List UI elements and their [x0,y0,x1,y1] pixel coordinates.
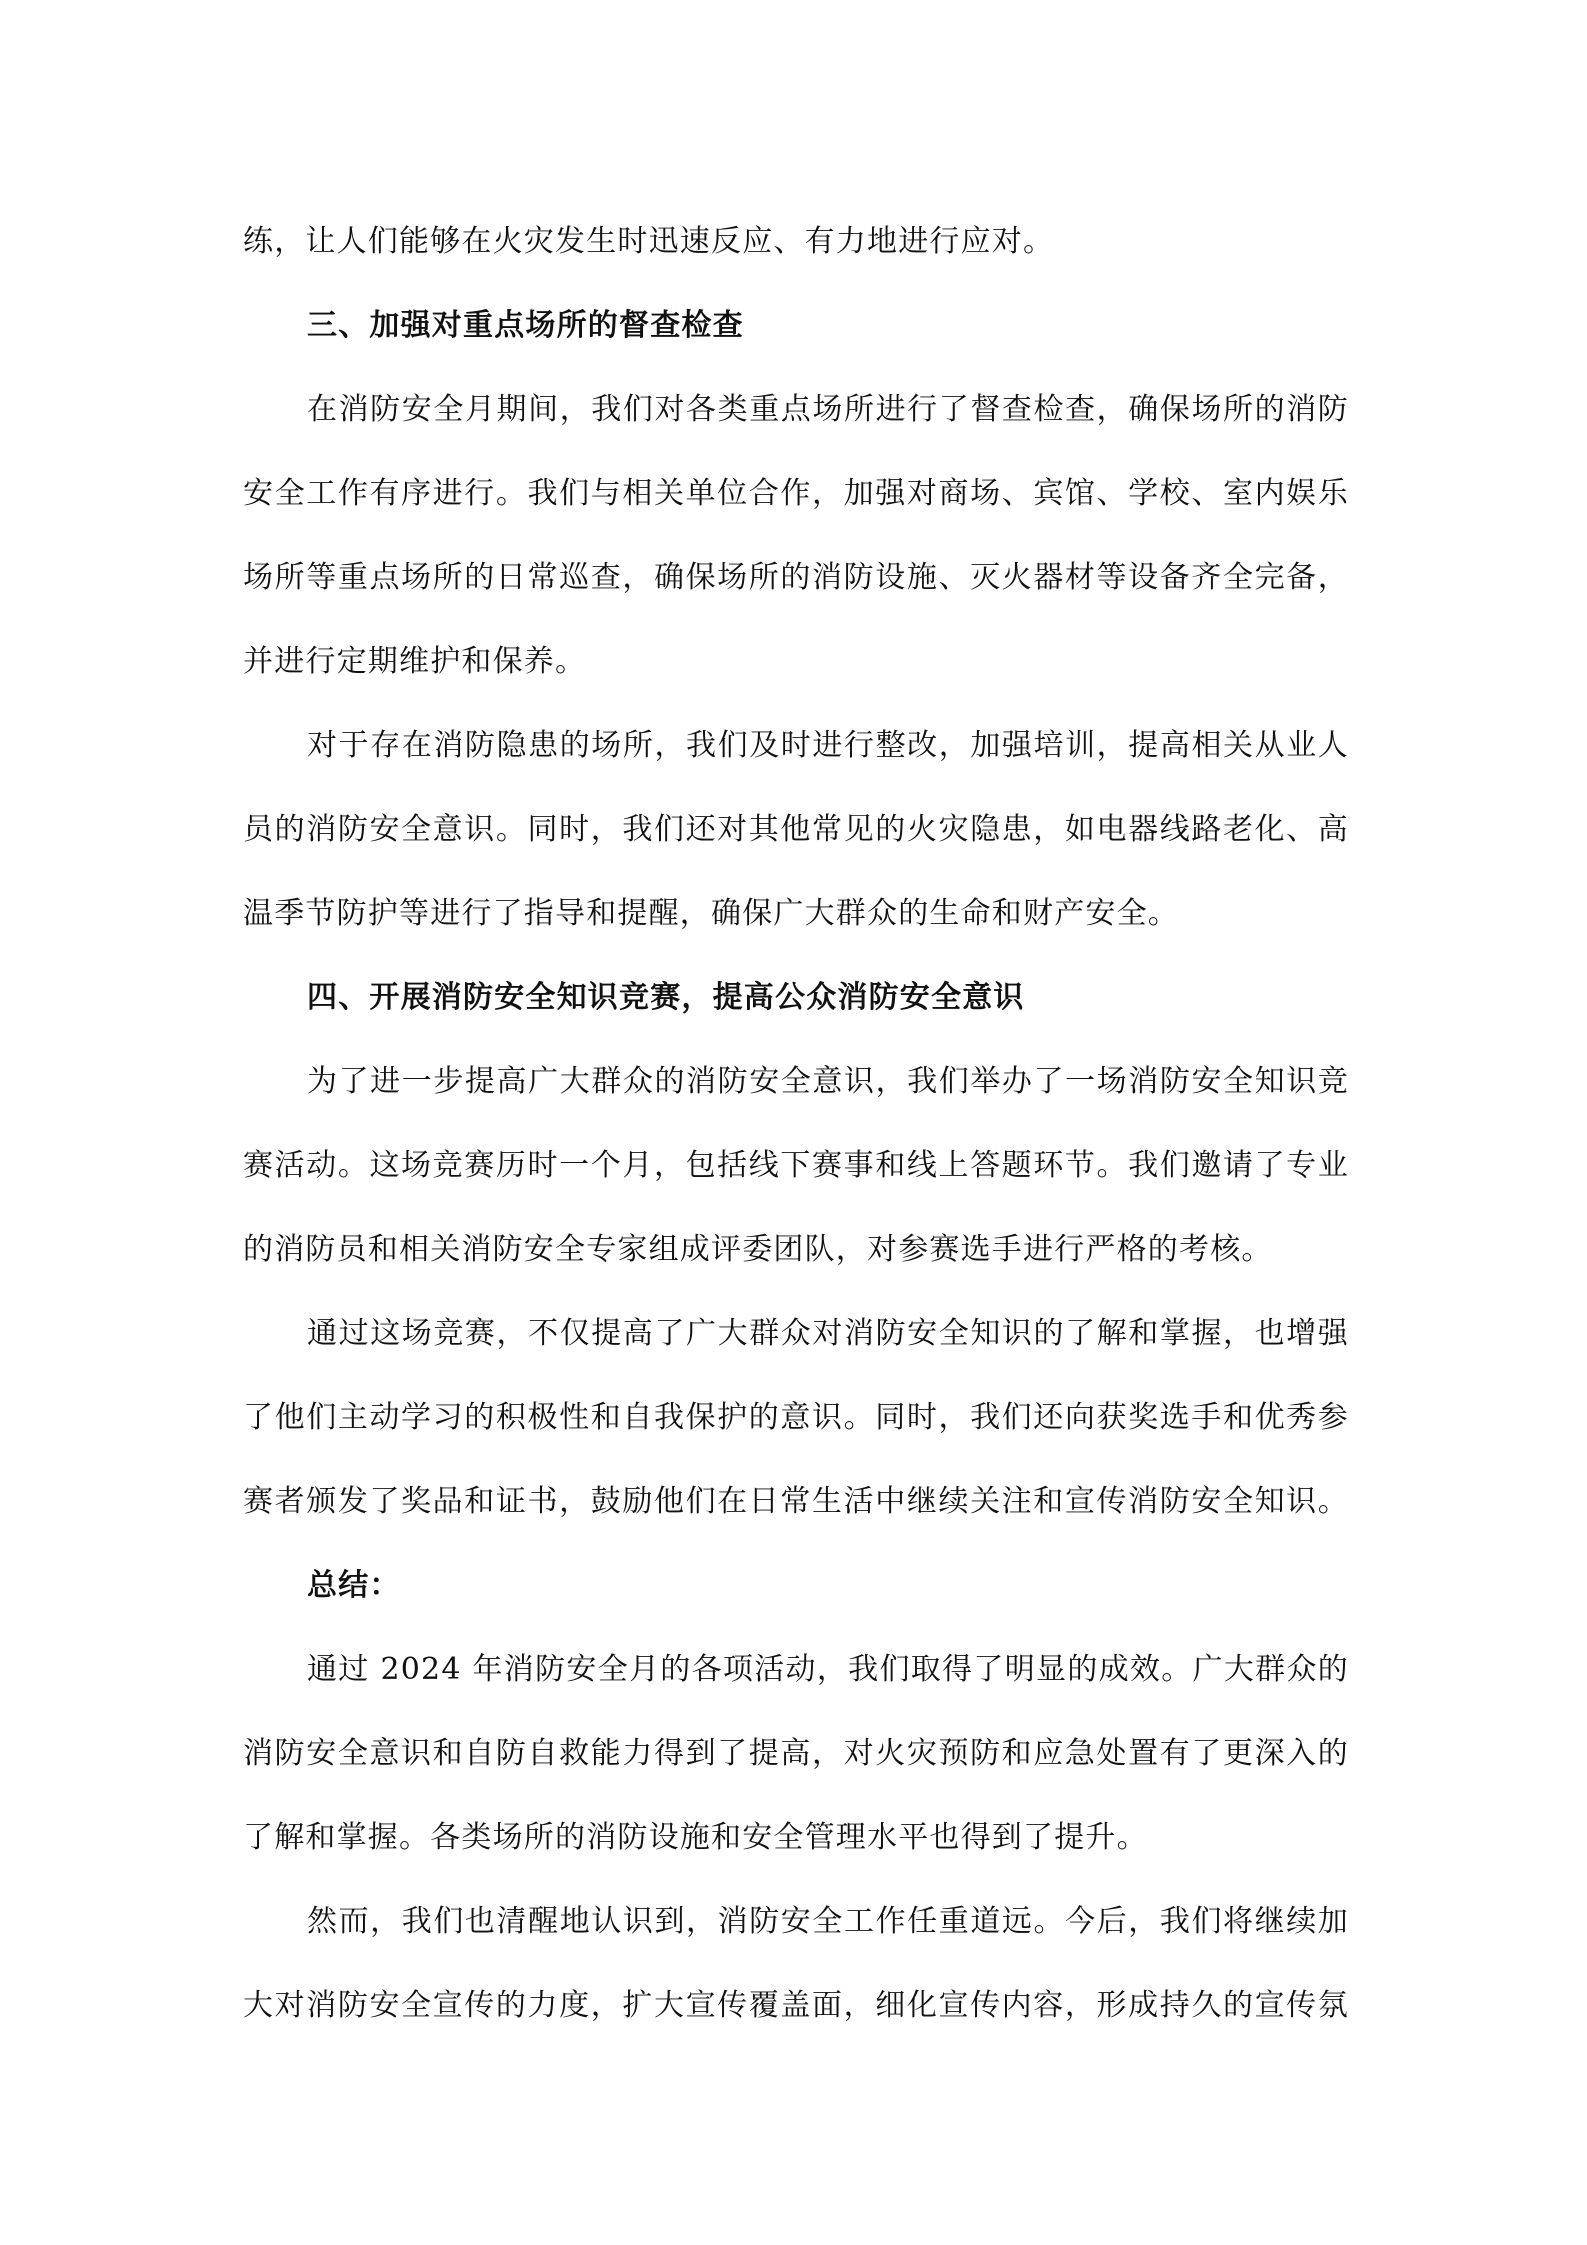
paragraph-line: 为了进一步提高广大群众的消防安全意识，我们举办了一场消防安全知识竞 [307,1064,1349,1099]
document-page [243,200,1349,2048]
paragraph-line: 练，让人们能够在火灾发生时迅速反应、有力地进行应对。 [243,224,1055,259]
paragraph-line: 对于存在消防隐患的场所，我们及时进行整改，加强培训，提高相关从业人 [307,728,1349,763]
paragraph-line: 在消防安全月期间，我们对各类重点场所进行了督查检查，确保场所的消防 [307,392,1349,427]
paragraph-line: 员的消防安全意识。同时，我们还对其他常见的火灾隐患，如电器线路老化、高 [243,812,1349,847]
paragraph-line: 赛者颁发了奖品和证书，鼓励他们在日常生活中继续关注和宣传消防安全知识。 [243,1484,1349,1519]
section-heading-4: 四、开展消防安全知识竞赛，提高公众消防安全意识 [307,980,1025,1015]
paragraph-line: 温季节防护等进行了指导和提醒，确保广大群众的生命和财产安全。 [243,896,1179,931]
paragraph-line: 大对消防安全宣传的力度，扩大宣传覆盖面，细化宣传内容，形成持久的宣传氛 [243,1988,1349,2023]
summary-heading: 总结： [307,1568,401,1603]
paragraph-line: 的消防员和相关消防安全专家组成评委团队，对参赛选手进行严格的考核。 [243,1232,1273,1267]
paragraph-line: 了解和掌握。各类场所的消防设施和安全管理水平也得到了提升。 [243,1820,1148,1855]
paragraph-line: 场所等重点场所的日常巡查，确保场所的消防设施、灭火器材等设备齐全完备， [243,560,1349,595]
paragraph-line: 赛活动。这场竞赛历时一个月，包括线下赛事和线上答题环节。我们邀请了专业 [243,1148,1349,1183]
paragraph-line: 了他们主动学习的积极性和自我保护的意识。同时，我们还向获奖选手和优秀参 [243,1400,1349,1435]
paragraph-line: 安全工作有序进行。我们与相关单位合作，加强对商场、宾馆、学校、室内娱乐 [243,476,1349,511]
paragraph-line: 然而，我们也清醒地认识到，消防安全工作任重道远。今后，我们将继续加 [307,1904,1349,1939]
paragraph-line: 消防安全意识和自防自救能力得到了提高，对火灾预防和应急处置有了更深入的 [243,1736,1349,1771]
paragraph-line: 通过这场竞赛，不仅提高了广大群众对消防安全知识的了解和掌握，也增强 [307,1316,1349,1351]
section-heading-3: 三、加强对重点场所的督查检查 [307,308,744,343]
paragraph-line: 并进行定期维护和保养。 [243,644,587,679]
paragraph-line: 通过 2024 年消防安全月的各项活动，我们取得了明显的成效。广大群众的 [307,1652,1349,1687]
